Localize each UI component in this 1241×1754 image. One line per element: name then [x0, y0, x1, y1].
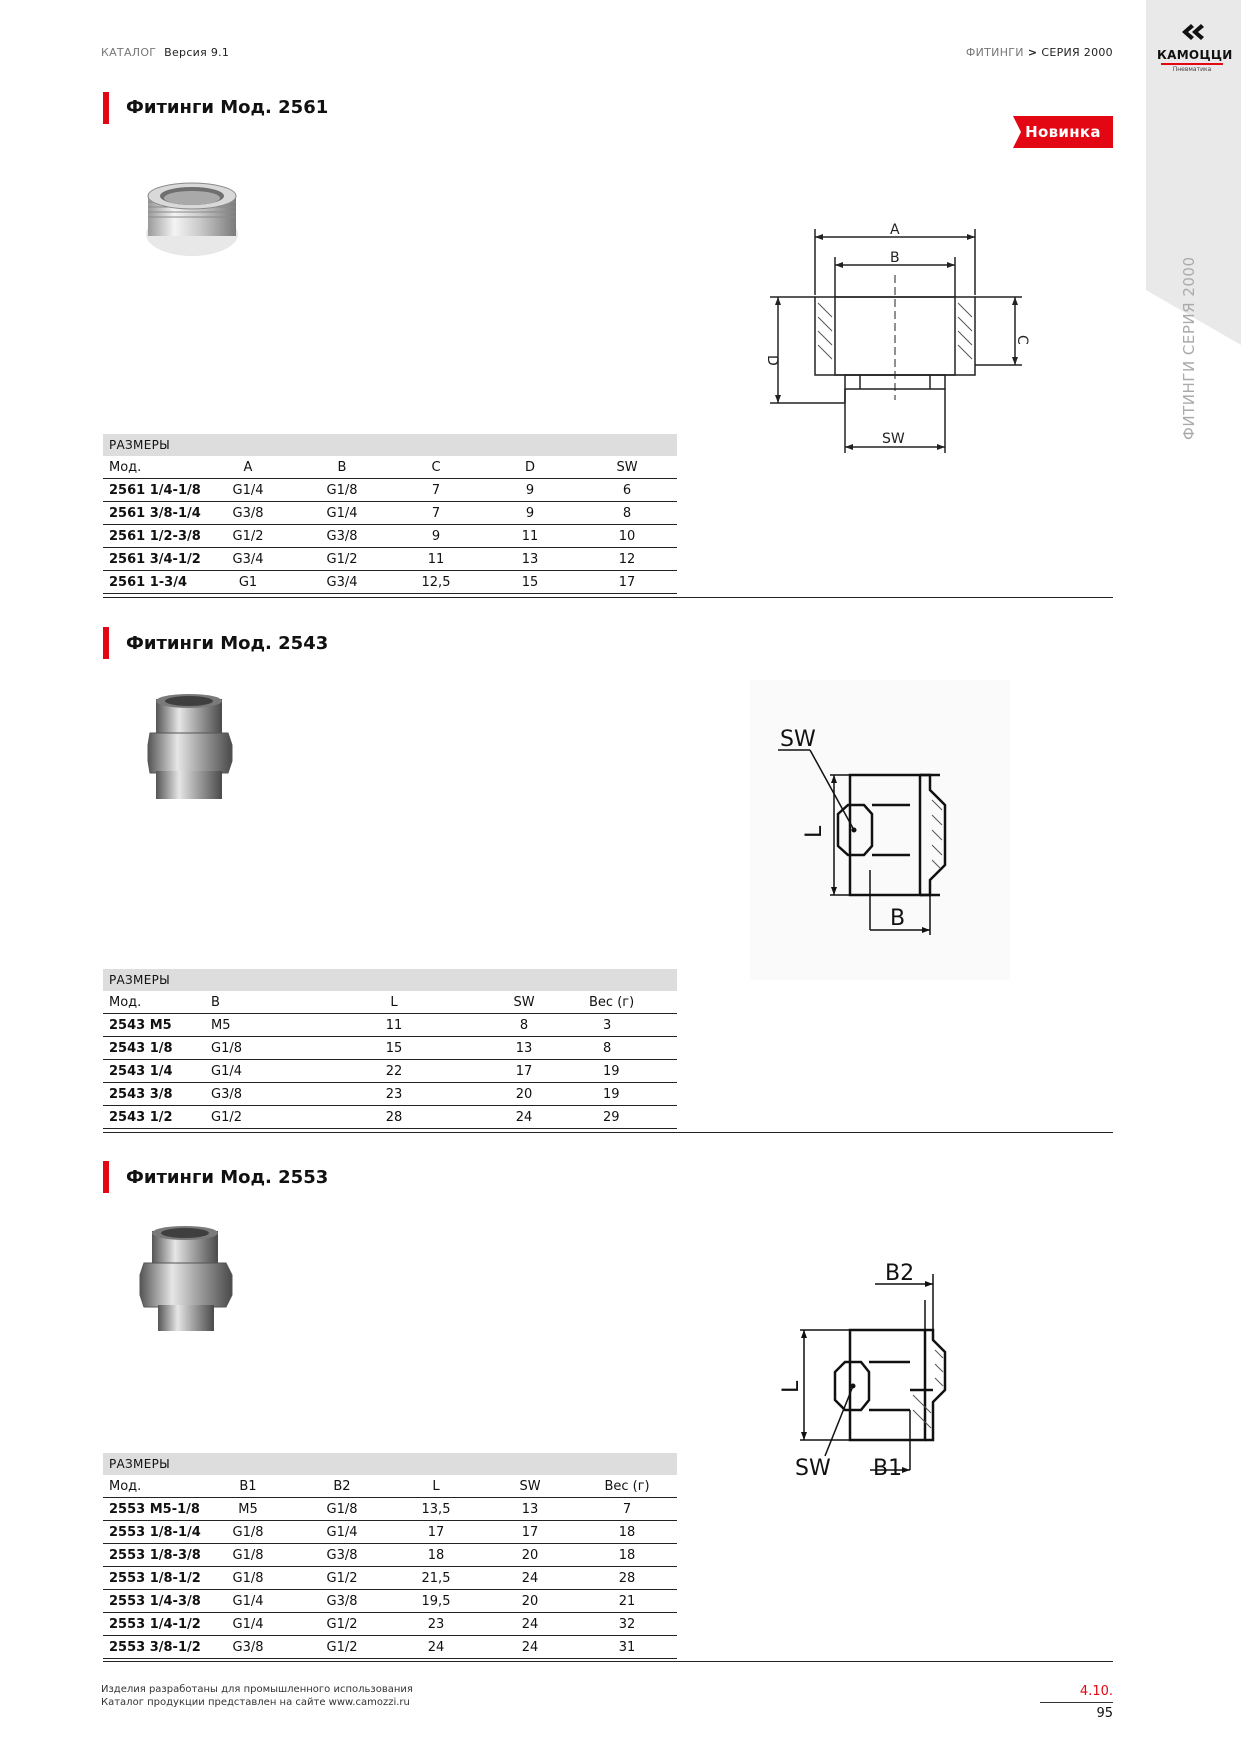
new-badge-label: Новинка — [1025, 123, 1101, 141]
dimensions-table-2543 — [103, 969, 677, 1129]
drawing-label-sw: SW — [780, 727, 816, 752]
section-divider — [103, 597, 1113, 598]
column-header: SW — [577, 456, 677, 479]
section-marker — [103, 92, 109, 124]
column-header: L — [389, 1475, 483, 1498]
catalog-label: КАТАЛОГ — [101, 46, 157, 59]
breadcrumb-separator: > — [1027, 46, 1038, 59]
drawing-label-b: B — [890, 250, 900, 266]
table-row: 2553 1/8-1/4 G1/8 G1/4 17 17 18 — [103, 1521, 677, 1544]
technical-drawing-2543 — [750, 680, 1010, 980]
dimensions-table-2553 — [103, 1453, 677, 1659]
section-divider — [103, 1132, 1113, 1133]
table-row: 2561 1/2-3/8 G1/2 G3/8 9 11 10 — [103, 525, 677, 548]
table-row: 2553 1/4-1/2 G1/4 G1/2 23 24 32 — [103, 1613, 677, 1636]
drawing-label-b: B — [890, 906, 906, 931]
table-row: 2543 1/2 G1/2 28 24 29 — [103, 1106, 677, 1129]
table-row: 2561 3/8-1/4 G3/8 G1/4 7 9 8 — [103, 502, 677, 525]
footer-line-2: Каталог продукции представлен на сайте www.camozzi.ru — [101, 1697, 410, 1708]
breadcrumb-current: СЕРИЯ 2000 — [1041, 46, 1113, 59]
table-caption: РАЗМЕРЫ — [103, 1453, 677, 1475]
version-label: Версия 9.1 — [164, 46, 230, 59]
table-row: 2561 1-3/4 G1 G3/4 12,5 15 17 — [103, 571, 677, 594]
column-header: Мод. — [103, 456, 201, 479]
product-photo-2561 — [140, 178, 245, 263]
drawing-label-c: C — [1014, 335, 1030, 345]
section-title-2543: Фитинги Мод. 2543 — [126, 633, 329, 654]
column-header: C — [389, 456, 483, 479]
column-header: B1 — [201, 1475, 295, 1498]
product-photo-2543 — [148, 693, 233, 803]
column-header: L — [329, 991, 459, 1014]
drawing-label-a: A — [890, 222, 900, 238]
drawing-label-b2: B2 — [885, 1261, 915, 1286]
table-caption: РАЗМЕРЫ — [103, 969, 677, 991]
column-header: Вес (г) — [589, 991, 677, 1014]
table-row: 2561 1/4-1/8 G1/4 G1/8 7 9 6 — [103, 479, 677, 502]
footer-note — [101, 1683, 413, 1709]
table-row: 2561 3/4-1/2 G3/4 G1/2 11 13 12 — [103, 548, 677, 571]
table-row: 2553 1/8-3/8 G1/8 G3/8 18 20 18 — [103, 1544, 677, 1567]
drawing-label-b1: B1 — [873, 1456, 903, 1481]
drawing-label-sw: SW — [795, 1456, 831, 1481]
column-header: Вес (г) — [577, 1475, 677, 1498]
page-number-block — [1030, 1684, 1113, 1721]
column-header: B — [199, 991, 329, 1014]
table-row: 2553 M5-1/8 M5 G1/8 13,5 13 7 — [103, 1498, 677, 1521]
logo-mark-icon — [1179, 22, 1205, 42]
drawing-label-d: D — [764, 355, 780, 366]
column-header: Мод. — [103, 991, 199, 1014]
dimensions-table-2561 — [103, 434, 677, 594]
column-header: A — [201, 456, 295, 479]
table-row: 2543 1/4 G1/4 22 17 19 — [103, 1060, 677, 1083]
section-title-2553: Фитинги Мод. 2553 — [126, 1167, 329, 1188]
logo-brand: КАМОЦЦИ — [1157, 48, 1233, 62]
page-number: 95 — [1096, 1706, 1113, 1721]
table-row: 2543 M5 M5 11 8 3 — [103, 1014, 677, 1037]
section-title-2561: Фитинги Мод. 2561 — [126, 97, 329, 118]
brand-logo — [1157, 22, 1233, 73]
footer-line-1: Изделия разработаны для промышленного использования — [101, 1684, 413, 1695]
table-row: 2543 1/8 G1/8 15 13 8 — [103, 1037, 677, 1060]
section-marker — [103, 1161, 109, 1193]
drawing-label-sw: SW — [882, 431, 905, 447]
table-row: 2553 1/4-3/8 G1/4 G3/8 19,5 20 21 — [103, 1590, 677, 1613]
drawing-label-l: L — [802, 825, 827, 838]
breadcrumb-section: ФИТИНГИ — [965, 46, 1024, 59]
section-divider — [103, 1661, 1113, 1662]
column-header: SW — [483, 1475, 577, 1498]
table-row: 2543 3/8 G3/8 23 20 19 — [103, 1083, 677, 1106]
section-number: 4.10. — [1079, 1684, 1113, 1699]
side-section-label: ФИТИНГИ СЕРИЯ 2000 — [1180, 256, 1198, 440]
technical-drawing-2553 — [779, 1260, 985, 1495]
logo-subtitle: Пневматика — [1172, 66, 1212, 73]
drawing-label-l: L — [779, 1380, 804, 1393]
column-header: B — [295, 456, 389, 479]
breadcrumb — [900, 46, 1113, 59]
table-row: 2553 3/8-1/2 G3/8 G1/2 24 24 31 — [103, 1636, 677, 1659]
table-caption: РАЗМЕРЫ — [103, 434, 677, 456]
catalog-version — [101, 46, 229, 59]
table-row: 2553 1/8-1/2 G1/8 G1/2 21,5 24 28 — [103, 1567, 677, 1590]
product-photo-2553 — [140, 1225, 235, 1335]
section-marker — [103, 627, 109, 659]
column-header: SW — [459, 991, 589, 1014]
column-header: Мод. — [103, 1475, 201, 1498]
technical-drawing-2561 — [760, 222, 1030, 460]
column-header: D — [483, 456, 577, 479]
new-badge — [1013, 116, 1113, 148]
column-header: B2 — [295, 1475, 389, 1498]
